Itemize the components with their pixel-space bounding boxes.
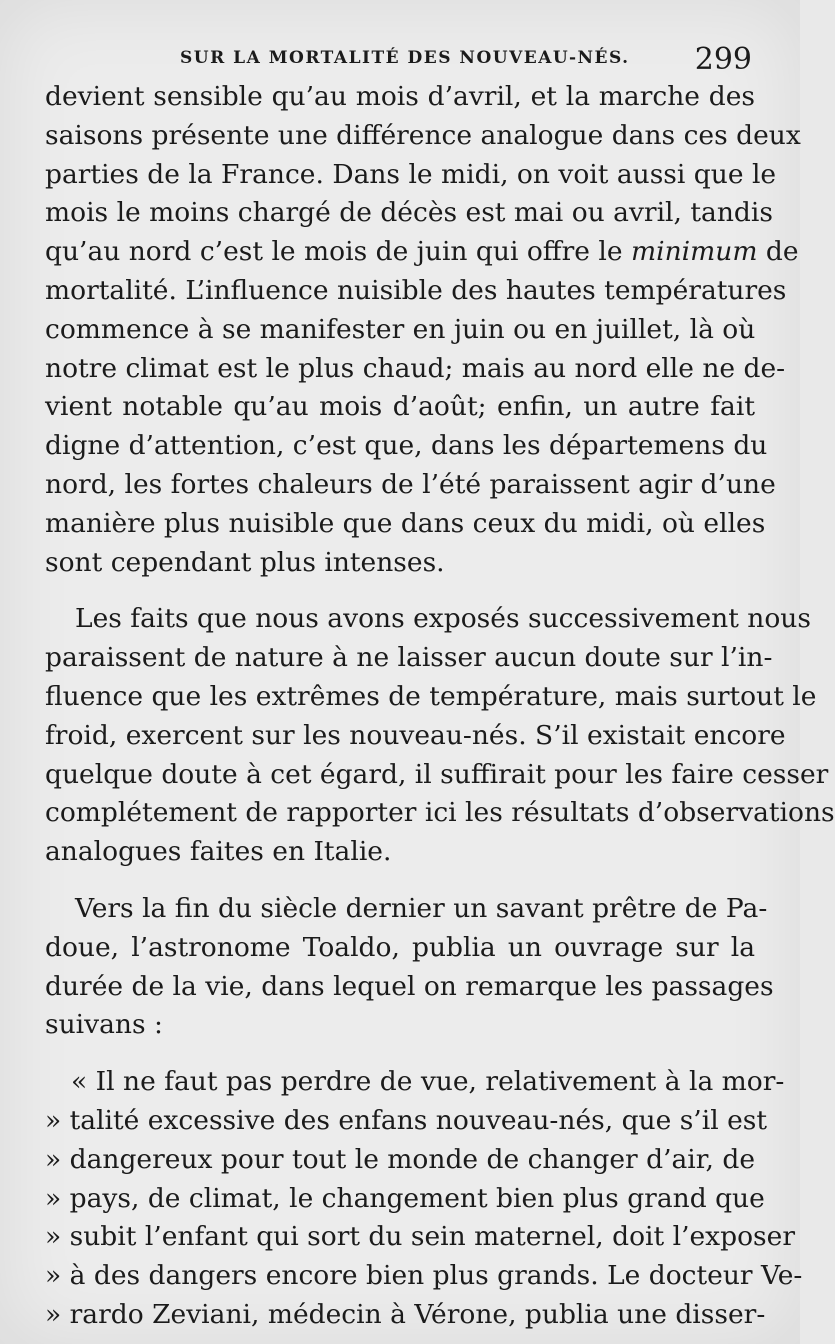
paragraph-2 (45, 600, 835, 872)
text-line: Les faits que nous avons exposés successivement nous (75, 603, 811, 635)
text-line: notre climat est le plus chaud; mais au nord elle ne de- (45, 352, 786, 384)
emphasis-minimum: minimum (631, 236, 758, 268)
paragraph-3 (45, 890, 774, 1045)
text-line: saisons présente une différence analogue dans ces deux (45, 119, 801, 151)
text-line: » dangereux pour tout le monde de changer d’air, de (45, 1143, 756, 1175)
text-line: fluence que les extrêmes de température, mais surtout le (45, 680, 817, 712)
text-line: froid, exercent sur les nouveau-nés. S’il existait encore (45, 719, 786, 751)
quotation (45, 1063, 803, 1335)
text-line: paraissent de nature à ne laisser aucun doute sur l’in- (45, 642, 773, 674)
page-header (40, 40, 760, 80)
text-line: parties de la France. Dans le midi, on voit aussi que le (45, 158, 777, 190)
text-line: » subit l’enfant qui sort du sein maternel, doit l’exposer (45, 1221, 795, 1253)
text-line: mois le moins chargé de décès est mai ou avril, tandis (45, 197, 773, 229)
text-line: qu’au nord c’est le mois de juin qui offre le minimum de (45, 236, 799, 268)
text-line: nord, les fortes chaleurs de l’été paraissent agir d’une (45, 468, 776, 500)
text-line: vient notable qu’au mois d’août; enfin, un autre fait (45, 391, 755, 423)
text-line: » à des dangers encore bien plus grands. Le docteur Ve- (45, 1260, 803, 1292)
text-line: durée de la vie, dans lequel on remarque les passages (45, 970, 774, 1002)
paragraph-1 (45, 78, 801, 582)
page-number: 299 (694, 42, 752, 77)
text-line: complétement de rapporter ici les résultats d’observations (45, 797, 835, 829)
text-line: « Il ne faut pas perdre de vue, relativement à la mor- (71, 1066, 785, 1098)
text-line: quelque doute à cet égard, il suffirait pour les faire cesser (45, 758, 829, 790)
text-line: Vers la fin du siècle dernier un savant prêtre de Pa- (75, 892, 768, 924)
body-text (45, 78, 835, 1335)
running-title: SUR LA MORTALITÉ DES NOUVEAU-NÉS. (180, 48, 630, 68)
text-line: devient sensible qu’au mois d’avril, et la marche des (45, 81, 755, 112)
text-line: digne d’attention, c’est que, dans les départemens du (45, 430, 768, 462)
text-line: » rardo Zeviani, médecin à Vérone, publia une disser- (45, 1298, 766, 1330)
text-line: » talité excessive des enfans nouveau-nés, que s’il est (45, 1104, 768, 1136)
text-line: analogues faites en Italie. (45, 836, 392, 868)
text-line: commence à se manifester en juin ou en juillet, là où (45, 313, 756, 345)
text-line: sont cependant plus intenses. (45, 546, 445, 578)
text-line: » pays, de climat, le changement bien plus grand que (45, 1182, 765, 1214)
text-line: manière plus nuisible que dans ceux du midi, où elles (45, 507, 766, 539)
text-line: mortalité. L’influence nuisible des hautes températures (45, 274, 787, 306)
text-line: doue, l’astronome Toaldo, publia un ouvrage sur la (45, 931, 755, 963)
text-line: suivans : (45, 1009, 163, 1041)
